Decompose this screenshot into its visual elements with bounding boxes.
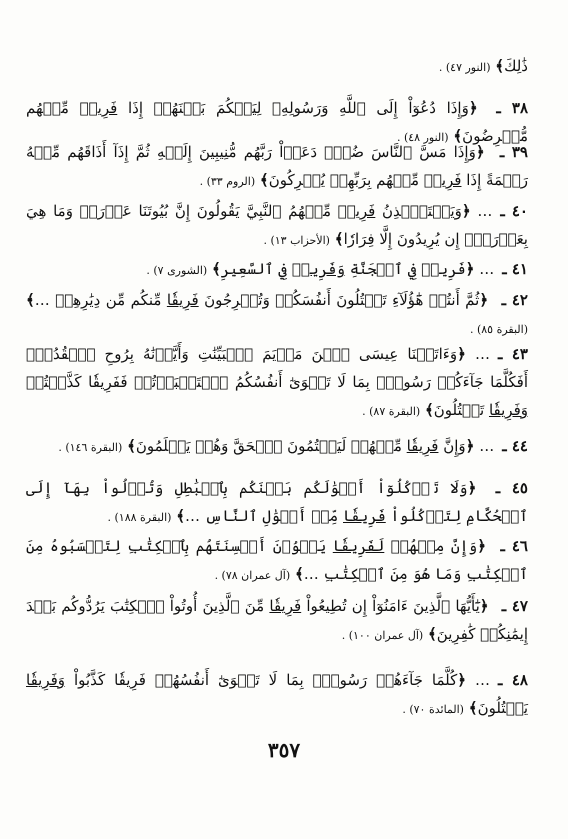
verse-part-b: مِّنَ ٱلَّذِينَ أُوتُواْ ٱلۡكِتَٰبَ يَرُدُّوكُم بَعۡدَ إِيمَٰنِكُمۡ كَٰفِرِينَ: [26, 597, 528, 643]
underlined-word: فَرِيقٞ: [337, 202, 376, 220]
ellipsis-prefix: …: [479, 437, 495, 455]
verse-part-b: مِّنكُم مِّن دِيَٰرِهِمۡ …: [34, 291, 162, 309]
verse-entry: [26, 138, 528, 196]
underlined-word: وَفَرِيقٗا: [26, 671, 66, 689]
verse-text: [212, 260, 474, 278]
close-bracket: ﴾: [259, 171, 269, 189]
entry-number: ٤٣ ـ: [497, 345, 528, 363]
surah-reference: (الشورى ٧) .: [146, 264, 208, 277]
underlined-word: فَرِيقٞ: [423, 171, 462, 189]
verse-part-a: كُلَّمَا جَآءَهُمۡ رَسُولُۢ بِمَا لَا تَهۡوَىٰٓ أَنفُسُهُمۡ فَرِيقٗا كَذَّبُواْ: [74, 671, 458, 689]
verse-part-a: وَإِنَّ: [443, 437, 466, 455]
underlined-word: فَرِيقٗا: [406, 437, 439, 455]
verse-part-a: وَيَسۡتَـٔۡذِنُ: [382, 202, 462, 220]
open-bracket: ﴿: [457, 671, 467, 689]
entry-number: ٣٩ ـ: [499, 143, 528, 161]
page-number: ٣٥٧: [267, 738, 301, 762]
surah-reference: (البقرة ٨٥) .: [469, 323, 528, 336]
surah-reference: (الروم ٣٣) .: [199, 175, 256, 188]
close-bracket: ﴾: [127, 437, 136, 455]
underlined-word: لَفَرِيقٗا: [332, 537, 385, 555]
open-bracket: ﴿: [477, 537, 487, 555]
verse-part-b: فِي ٱلسَّعِيرِ: [220, 260, 288, 278]
close-bracket: ﴾: [176, 507, 186, 525]
verse-text: [26, 597, 528, 643]
entry-number: ٤٧ ـ: [501, 597, 528, 615]
open-bracket: ﴿: [461, 202, 471, 220]
open-bracket: ﴿: [467, 479, 477, 497]
verse-part-a: يَٰٓأَيُّهَا ٱلَّذِينَ ءَامَنُوٓاْ إِن تُطِيعُواْ: [306, 597, 480, 615]
entry-number: ٤٤ ـ: [502, 437, 528, 455]
verse-text: [495, 57, 528, 75]
verse-entry: [26, 432, 528, 462]
surah-reference: (الأحزاب ١٣) .: [263, 234, 330, 247]
close-bracket: ﴾: [495, 57, 505, 75]
verse-part-b: مِّنۡهُمُ ٱلنَّبِيَّ يَقُولُونَ إِنَّ بُيُوتَنَا عَوۡرَةٞ وَمَا هِيَ بِعَوۡرَةٍۖ إِن يُرِيدُونَ إِلَّا فِرَارٗا: [26, 202, 528, 248]
underlined-word: فَرِيقٞ: [79, 99, 118, 117]
entry-number: ٤٨ ـ: [498, 671, 528, 689]
entry-number: ٤٦ ـ: [500, 537, 528, 555]
surah-reference: (البقرة ٨٧) .: [362, 405, 421, 418]
open-bracket: ﴿: [479, 291, 489, 309]
open-bracket: ﴿: [468, 99, 478, 117]
verse-entry: [26, 255, 528, 285]
ellipsis-prefix: …: [474, 345, 490, 363]
surah-reference: (البقرة ١٤٦) .: [58, 441, 123, 454]
surah-reference: (المائدة ٧٠) .: [402, 703, 464, 716]
verse-part-b: تَقۡتُلُونَ: [433, 401, 485, 419]
close-bracket: ﴾: [468, 699, 478, 717]
verse-entry: [26, 474, 528, 532]
verse-part-b: يَلۡوُۥنَ أَلۡسِنَتَهُم بِٱلۡكِتَٰبِ لِتَحۡسَبُوهُ مِنَ ٱلۡكِتَٰبِ وَمَا هُوَ مِنَ ٱلۡكِتَٰبِ …: [26, 537, 528, 583]
verse-part-b: يَقۡتُلُونَ: [477, 699, 528, 717]
underlined-word: وَفَرِيقٗا: [488, 401, 528, 419]
verse-entry: [26, 286, 528, 344]
surah-reference: (آل عمران ٧٨) .: [214, 569, 291, 582]
entry-number: ٤٥ ـ: [495, 479, 528, 497]
underlined-word: فَرِيقٗا: [166, 291, 199, 309]
surah-reference: (النور ٤٧) .: [438, 61, 491, 74]
verse-part-a: ذَٰلِكَ: [504, 57, 528, 75]
verse-part-b: مِّنۡهُم مُّعۡرِضُونَ: [26, 99, 528, 145]
close-bracket: ﴾: [334, 230, 344, 248]
verse-entry: [26, 52, 528, 82]
close-bracket: ﴾: [453, 127, 463, 145]
verse-part-a: وَلَا تَأۡكُلُوٓاْ أَمۡوَٰلَكُم بَيۡنَكُم بِٱلۡبَٰطِلِ وَتُدۡلُواْ بِهَآ إِلَى ٱلۡحُكَّامِ لِتَأۡكُلُواْ: [26, 479, 528, 525]
verse-entry: [26, 592, 528, 650]
verse-part-a: فَرِيقٞ فِي ٱلۡجَنَّةِ: [349, 260, 466, 278]
entry-number: ٤١ ـ: [502, 260, 528, 278]
open-bracket: ﴿: [479, 597, 489, 615]
verse-part-b: مِّنۡهُم بِرَبِّهِمۡ يُشۡرِكُونَ: [268, 171, 420, 189]
verse-part-b: مِّنۡهُمۡ لَيَكۡتُمُونَ ٱلۡحَقَّ وَهُمۡ يَعۡلَمُونَ: [135, 437, 402, 455]
verse-text: [26, 345, 528, 419]
verse-entry: [26, 340, 528, 426]
open-bracket: ﴿: [465, 260, 475, 278]
close-bracket: ﴾: [428, 625, 437, 643]
close-bracket: ﴾: [294, 565, 304, 583]
ellipsis-prefix: …: [479, 260, 495, 278]
underlined-word: فَرِيقٗا: [343, 507, 386, 525]
entry-number: ٣٨ ـ: [496, 99, 529, 117]
underlined-word: وَفَرِيقٞ: [291, 260, 346, 278]
close-bracket: ﴾: [211, 260, 221, 278]
open-bracket: ﴿: [475, 143, 485, 161]
verse-part-a: وَإِنَّ مِنۡهُمۡ: [390, 537, 478, 555]
surah-reference: (آل عمران ١٠٠) .: [341, 629, 424, 642]
entry-number: ٤٠ ـ: [500, 202, 528, 220]
verse-entry: [26, 197, 528, 255]
verse-text: [26, 143, 528, 189]
entry-number: ٤٢ ـ: [501, 291, 528, 309]
verse-text: [26, 479, 528, 525]
verse-entry: [26, 666, 528, 724]
surah-reference: (النور ٤٨) .: [396, 131, 449, 144]
underlined-word: فَرِيقٗا: [269, 597, 302, 615]
open-bracket: ﴿: [465, 437, 475, 455]
verse-part-a: ثُمَّ أَنتُمۡ هَٰٓؤُلَآءِ تَقۡتُلُونَ أَنفُسَكُمۡ وَتُخۡرِجُونَ: [204, 291, 480, 309]
verse-text: [26, 291, 488, 309]
verse-text: [127, 437, 474, 455]
verse-entry: [26, 532, 528, 590]
ellipsis-prefix: …: [475, 671, 491, 689]
open-bracket: ﴿: [457, 345, 466, 363]
ellipsis-prefix: …: [477, 202, 493, 220]
verse-part-a: وَإِذَا دُعُوٓاْ إِلَى ٱللَّهِ وَرَسُولِهِۦ لِيَحۡكُمَ بَيۡنَهُمۡ إِذَا: [127, 99, 469, 117]
close-bracket: ﴾: [26, 291, 35, 309]
verse-part-a: وَإِذَا مَسَّ ٱلنَّاسَ ضُرّٞ دَعَوۡاْ رَبَّهُم مُّنِيبِينَ إِلَيۡهِ ثُمَّ إِذَآ أَذَاقَهُم مِّنۡهُ رَحۡمَةً إِذَا: [26, 143, 528, 189]
close-bracket: ﴾: [424, 401, 434, 419]
verse-part-a: وَءَاتَيۡنَا عِيسَى ٱبۡنَ مَرۡيَمَ ٱلۡبَيِّنَٰتِ وَأَيَّدۡنَٰهُ بِرُوحِ ٱلۡقُدُسِۗ أَفَكُلَّمَا جَآءَكُمۡ رَسُولُۢ بِمَا لَا تَهۡوَىٰٓ أَنفُسُكُمُ ٱسۡتَكۡبَرۡتُمۡ فَفَرِيقٗا كَذَّبۡتُمۡ: [26, 345, 528, 391]
surah-reference: (البقرة ١٨٨) .: [107, 511, 172, 524]
verse-part-b: مِّنۡ أَمۡوَٰلِ ٱلنَّاسِ …: [185, 507, 339, 525]
